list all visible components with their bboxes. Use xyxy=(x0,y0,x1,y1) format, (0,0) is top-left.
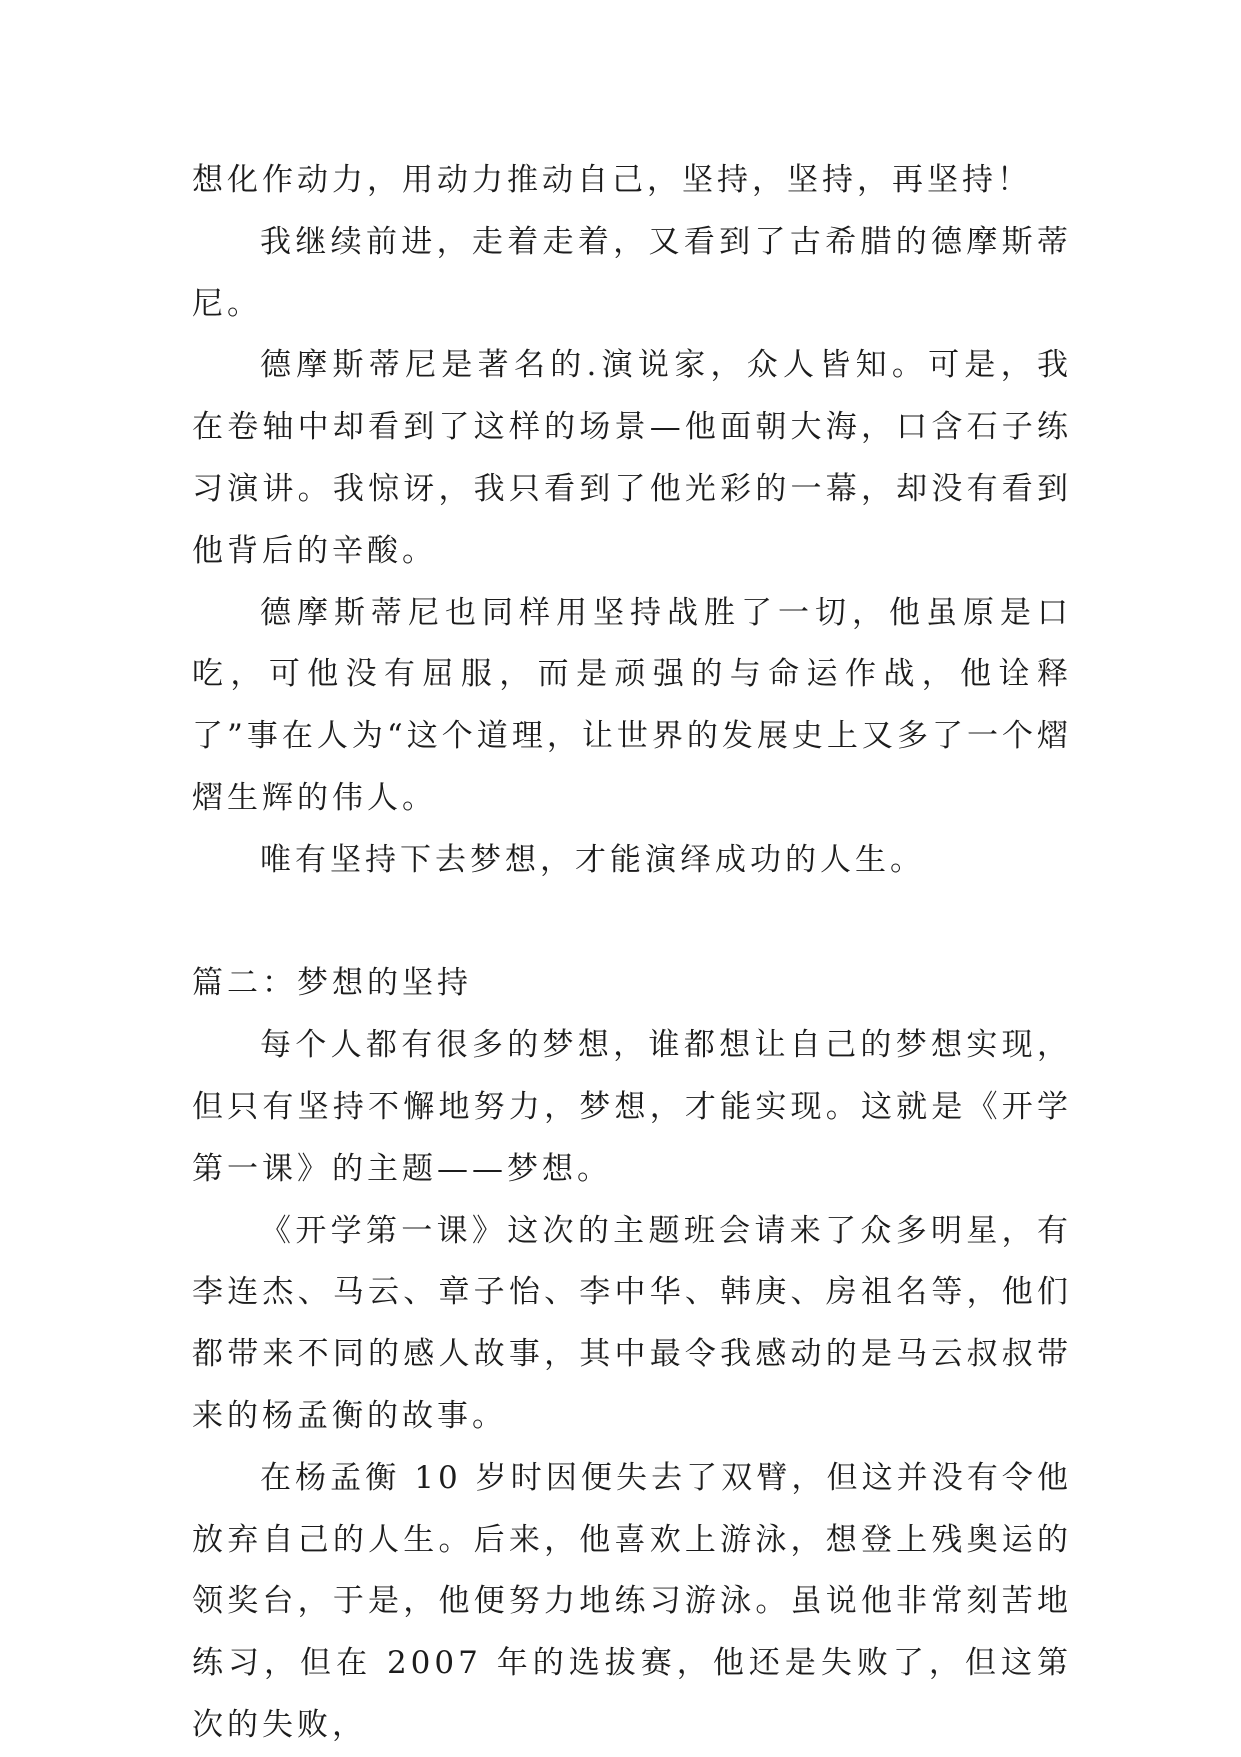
paragraph: 每个人都有很多的梦想，谁都想让自己的梦想实现，但只有坚持不懈地努力，梦想，才能实现。这就是《开学第一课》的主题——梦想。 xyxy=(192,1027,1072,1187)
section-heading: 篇二：梦想的坚持 xyxy=(192,965,472,1002)
paragraph: 唯有坚持下去梦想，才能演绎成功的人生。 xyxy=(260,841,925,878)
paragraph: 在杨孟衡 10 岁时因便失去了双臂，但这并没有令他放弃自己的人生。后来，他喜欢上游泳，想登上残奥运的领奖台，于是，他便努力地练习游泳。虽说他非常刻苦地练习，但在 2007 年的选拔赛，他还是失败了，但这第次的失败， xyxy=(192,1459,1072,1743)
section-spacer xyxy=(192,892,1072,954)
document-page xyxy=(192,150,1072,1757)
paragraph: 德摩斯蒂尼也同样用坚持战胜了一切，他虽原是口吃，可他没有屈服，而是顽强的与命运作战，他诠释了”事在人为“这个道理，让世界的发展史上又多了一个熠熠生辉的伟人。 xyxy=(192,594,1072,816)
paragraph: 想化作动力，用动力推动自己，坚持，坚持，再坚持！ xyxy=(192,162,1032,198)
paragraph: 德摩斯蒂尼是著名的.演说家，众人皆知。可是，我在卷轴中却看到了这样的场景—他面朝大海，口含石子练习演讲。我惊讶，我只看到了他光彩的一幕，却没有看到他背后的辛酸。 xyxy=(192,347,1072,569)
paragraph: 《开学第一课》这次的主题班会请来了众多明星，有李连杰、马云、章子怡、李中华、韩庚、房祖名等，他们都带来不同的感人故事，其中最令我感动的是马云叔叔带来的杨孟衡的故事。 xyxy=(192,1212,1072,1434)
paragraph: 我继续前进，走着走着，又看到了古希腊的德摩斯蒂尼。 xyxy=(192,223,1072,322)
